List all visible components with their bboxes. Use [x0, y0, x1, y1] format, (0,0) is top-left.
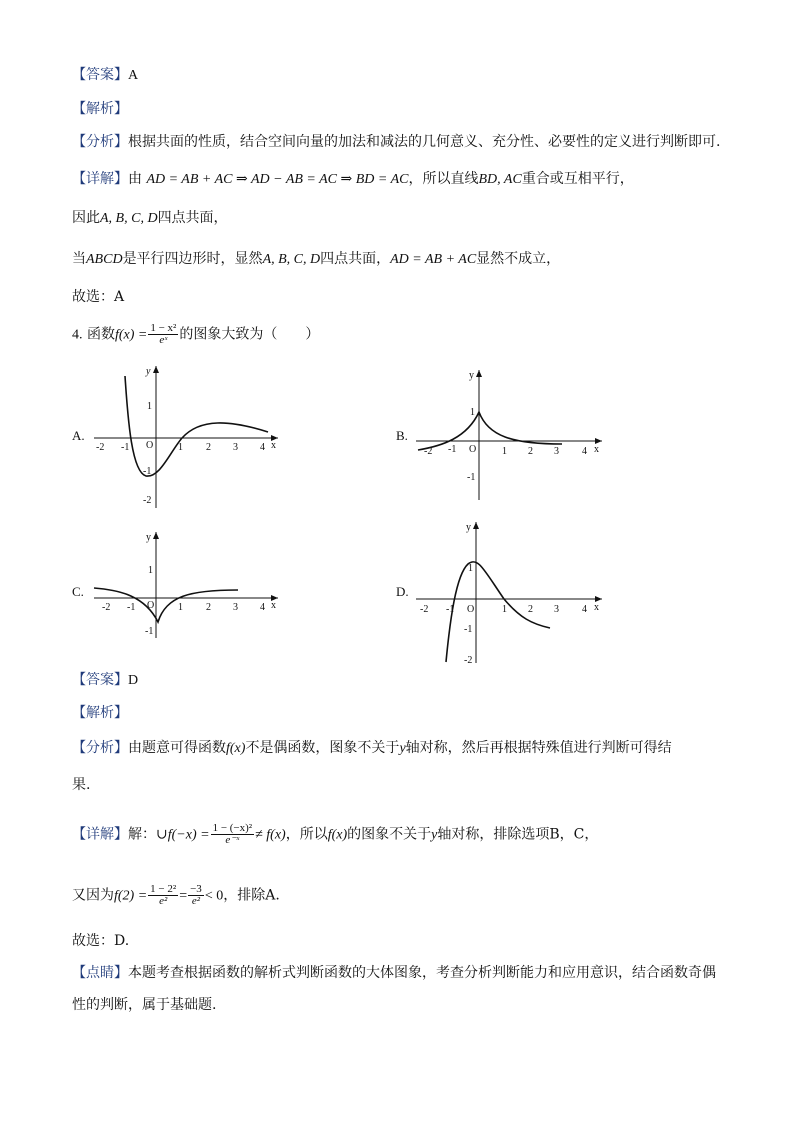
graph-option-a	[90, 362, 290, 512]
svg-text:O: O	[146, 440, 154, 451]
xiangjie-line-1: 【详解】由 AD = AB + AC ⇒ AD − AB = AC ⇒ BD = AC，所以直线BD, AC重合或互相平行，	[72, 171, 634, 187]
svg-text:-2: -2	[102, 602, 111, 613]
analysis-heading-2: 【解析】	[72, 705, 128, 721]
svg-text:-1: -1	[446, 604, 455, 615]
svg-text:O: O	[147, 600, 155, 611]
svg-text:-1: -1	[143, 466, 152, 477]
svg-text:2: 2	[206, 602, 211, 613]
fenxi-line-1: 【分析】根据共面的性质，结合空间向量的加法和减法的几何意义、充分性、必要性的定义进行判断即可.	[72, 134, 721, 150]
svg-text:4: 4	[260, 602, 265, 613]
svg-text:x: x	[594, 602, 599, 613]
svg-text:-1: -1	[464, 624, 473, 635]
xiangjie-line-2: 【详解】解：∪f(−x) = $\frac{\text{1 − (−x)²}}{\text{e⁻ˣ}}$ ≠ f(x)，所以f(x)的图象不关于y轴对称，排除选项B，C，	[72, 822, 599, 846]
svg-text:-2: -2	[424, 446, 433, 457]
svg-text:4: 4	[582, 604, 587, 615]
parallelogram-line: 当ABCD是平行四边形时，显然A, B, C, D四点共面，AD = AB + AC显然不成立，	[72, 251, 561, 267]
graph-option-b	[412, 368, 612, 503]
svg-text:2: 2	[528, 604, 533, 615]
svg-text:1: 1	[468, 563, 473, 574]
svg-text:-2: -2	[143, 495, 152, 506]
svg-text:x: x	[271, 440, 276, 451]
option-b-label: B.	[396, 428, 408, 443]
svg-text:4: 4	[582, 446, 587, 457]
svg-text:1: 1	[502, 446, 507, 457]
answer-line-1	[72, 66, 138, 85]
question-4: 4. 函数f(x) = $\frac{\text{1 − x²}}{\text{eˣ}}$ 的图象大致为（ ）	[72, 322, 320, 346]
svg-text:1: 1	[178, 602, 183, 613]
choice-line-1: 故选：A	[72, 289, 125, 305]
svg-text:y: y	[146, 532, 151, 543]
svg-text:x: x	[594, 444, 599, 455]
svg-text:3: 3	[233, 602, 238, 613]
svg-text:y: y	[146, 366, 151, 377]
svg-text:-2: -2	[96, 442, 105, 453]
svg-text:1: 1	[147, 401, 152, 412]
svg-text:-2: -2	[464, 655, 473, 665]
choice-line-2: 故选：D.	[72, 933, 130, 949]
svg-text:3: 3	[233, 442, 238, 453]
svg-text:4: 4	[260, 442, 265, 453]
option-d-label: D.	[396, 584, 409, 599]
svg-text:-1: -1	[121, 442, 130, 453]
svg-text:3: 3	[554, 604, 559, 615]
svg-text:-1: -1	[448, 444, 457, 455]
svg-text:O: O	[469, 444, 477, 455]
svg-text:2: 2	[528, 446, 533, 457]
svg-text:y: y	[466, 522, 471, 533]
f2-line: 又因为f(2) = $\frac{\text{1 − 2²}}{\text{e²}}$ = $\frac{-3}{\text{e²}}$ < 0，排除A.	[72, 883, 280, 907]
svg-text:-1: -1	[127, 602, 136, 613]
svg-text:1: 1	[502, 604, 507, 615]
svg-text:1: 1	[178, 442, 183, 453]
svg-text:1: 1	[148, 565, 153, 576]
svg-text:x: x	[271, 600, 276, 611]
svg-text:O: O	[467, 604, 475, 615]
svg-text:1: 1	[470, 407, 475, 418]
analysis-heading-1: 【解析】	[72, 101, 128, 117]
svg-text:-1: -1	[145, 626, 154, 637]
option-a-label: A.	[72, 428, 85, 443]
graph-option-c	[90, 530, 290, 640]
fenxi-line-2-cont: 果.	[72, 777, 91, 793]
dianjing-line-1: 【点睛】本题考查根据函数的解析式判断函数的大体图象，考查分析判断能力和应用意识，结合函数奇偶	[72, 965, 716, 981]
answer-tag: 【答案】	[72, 67, 128, 83]
svg-text:-1: -1	[467, 472, 476, 483]
svg-text:3: 3	[554, 446, 559, 457]
graph-option-d	[412, 520, 612, 665]
svg-text:2: 2	[206, 442, 211, 453]
fenxi-line-2: 【分析】由题意可得函数f(x)不是偶函数，图象不关于y轴对称，然后再根据特殊值进行判断可得结	[72, 740, 672, 756]
coplanar-line: 因此A, B, C, D四点共面，	[72, 210, 228, 226]
svg-text:-2: -2	[420, 604, 429, 615]
vector-equation: AD = AB + AC ⇒ AD − AB = AC ⇒ BD = AC	[146, 172, 409, 187]
answer-value: A	[128, 68, 139, 83]
svg-text:y: y	[469, 370, 474, 381]
option-c-label: C.	[72, 584, 84, 599]
answer-line-2: 【答案】D	[72, 672, 139, 688]
dianjing-line-2: 性的判断，属于基础题.	[72, 997, 217, 1013]
